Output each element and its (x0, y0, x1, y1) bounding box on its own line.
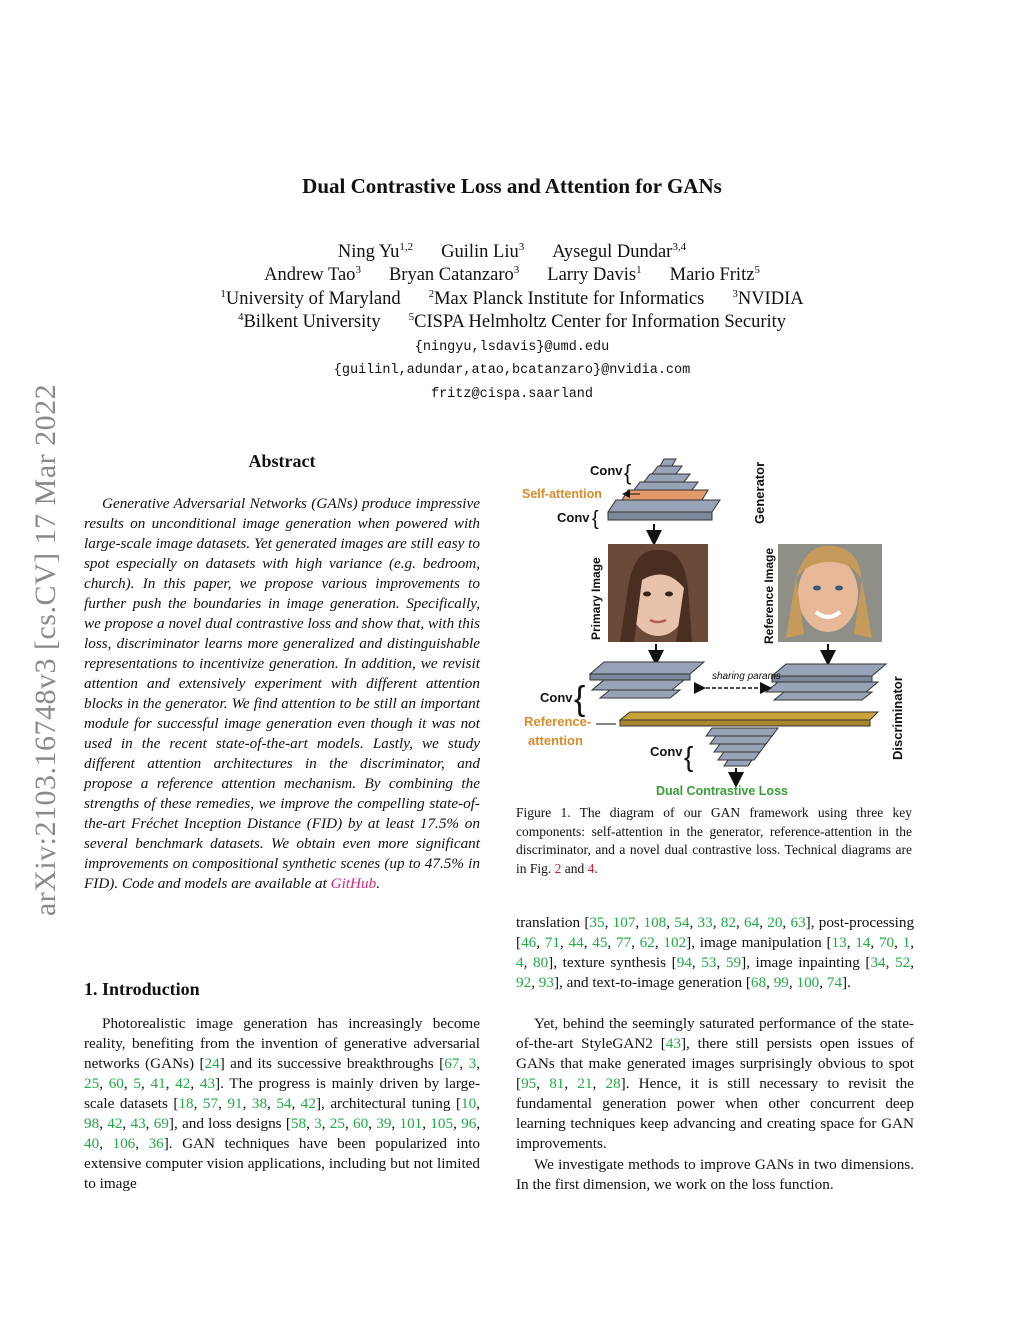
superscript: 2 (428, 288, 435, 300)
citation-link[interactable]: 2 (554, 860, 562, 876)
self-attention-label: Self-attention (522, 487, 602, 501)
left-discriminator-stack (590, 662, 704, 698)
author-name: Guilin Liu (441, 242, 519, 262)
author (389, 265, 519, 285)
citation-link[interactable]: 54 (674, 914, 690, 931)
text-run: , (218, 1095, 228, 1112)
citation-link[interactable]: 91 (227, 1095, 243, 1112)
text-run: , (523, 954, 533, 971)
text-run: , (190, 1075, 200, 1092)
citation-link[interactable]: 25 (329, 1115, 345, 1132)
text-run: , (759, 914, 768, 931)
text-run: ], post-processing [ (516, 914, 915, 951)
text-run: , (870, 934, 879, 951)
text-run: , (242, 1095, 252, 1112)
text-run: , (635, 914, 644, 931)
reference-image (778, 544, 882, 642)
citation-link[interactable]: 80 (532, 954, 549, 971)
citation-link[interactable]: 5 (133, 1075, 141, 1092)
citation-link[interactable]: 74 (826, 974, 843, 991)
citation-link[interactable]: 93 (538, 974, 554, 991)
gen-layer (622, 490, 708, 500)
text-run: ], and loss designs [ (168, 1115, 291, 1132)
text-run: , (99, 1115, 108, 1132)
author (552, 242, 686, 262)
text-run: , (267, 1095, 277, 1112)
citation-link[interactable]: 67 (444, 1055, 460, 1072)
text-run: translation [ (516, 914, 590, 931)
text-run: ], image manipulation [ (686, 934, 832, 951)
citation-link[interactable]: 54 (276, 1095, 292, 1112)
text-run: Yet, behind the seemingly saturated performance of the state-of-the-art StyleGAN2 [ (516, 1015, 914, 1052)
text-run: , (476, 1055, 480, 1072)
affiliation-name: CISPA Helmholtz Center for Information Security (414, 312, 787, 332)
gen-conv-bottom-label: Conv (557, 510, 590, 525)
citation-link[interactable]: 42 (107, 1115, 123, 1132)
text-run: ], and text-to-image generation [ (553, 974, 751, 991)
citation-link[interactable]: 35 (589, 914, 605, 931)
right-discriminator-stack (766, 664, 886, 700)
email-3: fritz@cispa.saarland (430, 387, 594, 402)
author (264, 265, 361, 285)
text-run: . (594, 860, 598, 876)
author (547, 265, 641, 285)
text-run: ] and its successive breakthroughs [ (219, 1055, 445, 1072)
affiliation (220, 289, 400, 309)
citation-link[interactable]: 43 (199, 1075, 216, 1092)
text-run: , (368, 1115, 377, 1132)
reference-attention-bar (620, 712, 878, 726)
citation-link[interactable]: 24 (204, 1055, 220, 1072)
discriminator-label: Discriminator (890, 676, 905, 760)
superscript: 1,2 (399, 241, 414, 253)
superscript: 3,4 (672, 241, 687, 253)
text-run: , (910, 934, 915, 951)
text-run: , (291, 1095, 301, 1112)
affiliation-name: NVIDIA (737, 289, 804, 309)
reference-attention-label-2: attention (528, 733, 583, 748)
citation-link[interactable]: 108 (643, 914, 667, 931)
superscript: 3 (518, 241, 525, 253)
text-run: , (666, 914, 675, 931)
reference-image-label: Reference Image (762, 547, 776, 644)
gen-layer (652, 466, 682, 474)
text-run: , (766, 974, 774, 991)
gen-layer (634, 482, 698, 490)
citation-link[interactable]: 69 (153, 1115, 169, 1132)
citation-link[interactable]: 13 (831, 934, 847, 951)
gen-brace-bottom: { (592, 508, 599, 530)
citation-link[interactable]: 92 (516, 974, 532, 991)
affiliation (238, 312, 381, 332)
text-run: , (910, 954, 915, 971)
citation-link[interactable]: 43 (665, 1035, 681, 1052)
text-run: , (559, 934, 569, 951)
citation-link[interactable]: 101 (399, 1115, 423, 1132)
text-run: , (654, 934, 664, 951)
text-run: , (145, 1115, 154, 1132)
text-run: ]. (842, 974, 851, 991)
shared-brace: { (684, 741, 694, 772)
citation-link[interactable]: 68 (750, 974, 767, 991)
citation-link[interactable]: 4 (516, 954, 524, 971)
affiliation-name: Bilkent University (243, 312, 381, 332)
affiliation-name: University of Maryland (225, 289, 401, 309)
citation-link[interactable]: 28 (605, 1075, 621, 1092)
text-run: , (459, 1055, 469, 1072)
citation-link[interactable]: 20 (767, 914, 783, 931)
text-run: ], texture synthesis [ (548, 954, 677, 971)
sharing-params-label: sharing params (712, 671, 781, 682)
citation-link[interactable]: 62 (639, 934, 655, 951)
text-run: , (476, 1095, 481, 1112)
citation-link[interactable]: 99 (773, 974, 789, 991)
citation-link[interactable]: 77 (615, 934, 632, 951)
citation-link[interactable]: 96 (461, 1115, 477, 1132)
text-run: ]. GAN techniques have been popularized into extensive computer vision applications, including but not limited to image (84, 1135, 481, 1192)
gen-conv-top-label: Conv (590, 463, 623, 478)
text-run: , (135, 1135, 149, 1152)
citation-link[interactable]: 14 (855, 934, 871, 951)
citation-link[interactable]: 1 (902, 934, 911, 951)
text-run: ], image inpainting [ (741, 954, 871, 971)
citation-link[interactable]: 98 (84, 1115, 100, 1132)
superscript: 3 (513, 264, 520, 276)
text-run: , (782, 914, 791, 931)
text-run: ]. Hence, it is still necessary to revisit the fundamental generation power when other concurrent deep learning techniques keep advancing and creating space for GAN improvements. (516, 1075, 915, 1152)
citation-link[interactable]: 100 (796, 974, 820, 991)
citation-link[interactable]: 59 (725, 954, 742, 971)
text-run: , (536, 934, 545, 951)
citation-link[interactable]: 63 (790, 914, 806, 931)
shared-conv-label: Conv (650, 744, 683, 759)
affiliation (429, 289, 705, 309)
text-run: , (391, 1115, 400, 1132)
author (670, 265, 760, 285)
superscript: 1 (220, 288, 226, 300)
gen-layer (660, 459, 676, 466)
affiliation (409, 312, 786, 332)
superscript: 3 (732, 288, 738, 300)
citation-link[interactable]: 53 (701, 954, 717, 971)
citation-link[interactable]: 94 (676, 954, 692, 971)
arxiv-id: arXiv:2103.16748v3 [cs.CV] 17 Mar 2022 (29, 383, 62, 917)
text-run: , (604, 914, 613, 931)
author-name: Andrew Tao (264, 265, 356, 285)
email-2: {guilinl,adundar,atao,bcatanzaro}@nvidia.com (333, 363, 691, 378)
primary-image (608, 544, 708, 642)
citation-link[interactable]: 40 (84, 1135, 100, 1152)
citation-link[interactable]: 45 (592, 934, 608, 951)
affiliations-row-2 (0, 311, 1024, 333)
dual-contrastive-loss-label: Dual Contrastive Loss (656, 784, 788, 798)
citation-link[interactable]: 4 (587, 860, 595, 876)
text-run: , (564, 1075, 578, 1092)
affiliation-name: Max Planck Institute for Informatics (434, 289, 705, 309)
text-run: , (122, 1115, 131, 1132)
text-run: , (691, 954, 702, 971)
disc-conv-label: Conv (540, 690, 573, 705)
citation-link[interactable]: 3 (468, 1055, 477, 1072)
primary-image-label: Primary Image (589, 557, 603, 640)
citation-link[interactable]: 18 (178, 1095, 194, 1112)
citation-link[interactable]: 107 (612, 914, 636, 931)
text-run: , (306, 1115, 315, 1132)
affiliations-row-1 (0, 288, 1024, 310)
citation-link[interactable]: 64 (744, 914, 760, 931)
text-run: , (712, 914, 721, 931)
citation-link[interactable]: 102 (663, 934, 687, 951)
text-run: , (476, 1115, 481, 1132)
right-paragraph-1 (516, 913, 914, 993)
author-name: Bryan Catanzaro (388, 265, 514, 285)
text-run: , (735, 914, 744, 931)
superscript: 5 (754, 264, 760, 276)
abstract-text: Generative Adversarial Networks (GANs) produce impressive results on unconditional image generation when powered with large-scale image datasets. Yet generated images are still easy to spot especially on datasets with high variance (e.g. bedroom, church). In this paper, we propose various improvements to further push the boundaries in image generation. Specifically, we propose a novel dual contrastive loss and show that, with this loss, discriminator learns more generalized and distinguishable representations to incentivize generation. In addition, we revisit attention and extensively experiment with different attention blocks in the generator. We find attention to be still an important module for successful image generation even though it was not used in the recent state-of-the-art models. Lastly, we study different attention architectures in the discriminator, and propose a reference attention mechanism. By combining the strengths of these remedies, we improve the compelling state-of-the-art Fréchet Inception Distance (FID) by at least 17.5% on several benchmark datasets. We obtain even more significant improvements on compositional synthetic scenes (up to 47.5% in FID). Code and models are available at (84, 495, 480, 892)
text-run: , (885, 954, 896, 971)
citation-link[interactable]: 44 (568, 934, 584, 951)
text-run: , (716, 954, 726, 971)
citation-link[interactable]: 36 (148, 1135, 164, 1152)
intro-heading: 1. Introduction (84, 979, 200, 999)
author-name: Mario Fritz (669, 265, 755, 285)
github-link[interactable]: GitHub (330, 875, 377, 892)
text-run: , (344, 1115, 353, 1132)
citation-link[interactable]: 71 (544, 934, 560, 951)
citation-link[interactable]: 106 (112, 1135, 136, 1152)
text-run: , (583, 934, 593, 951)
text-run: , (531, 974, 539, 991)
shared-conv-stack (706, 728, 778, 766)
text-run: ]. The progress is mainly driven by large-scale datasets [ (84, 1075, 481, 1112)
right-paragraph-2 (516, 1014, 914, 1154)
citation-link[interactable]: 10 (461, 1095, 477, 1112)
superscript: 3 (355, 264, 361, 276)
citation-link[interactable]: 42 (175, 1075, 191, 1092)
affiliation (732, 289, 803, 309)
citation-link[interactable]: 3 (314, 1115, 322, 1132)
email-1: {ningyu,lsdavis}@umd.edu (414, 340, 610, 355)
text-run: , (788, 974, 797, 991)
citation-link[interactable]: 60 (353, 1115, 369, 1132)
gen-layer (608, 500, 720, 512)
citation-link[interactable]: 25 (84, 1075, 100, 1092)
citation-link[interactable]: 81 (549, 1075, 565, 1092)
text-run: , (689, 914, 698, 931)
text-run: , (422, 1115, 431, 1132)
disc-brace: { (574, 680, 586, 718)
text-run: , (193, 1095, 203, 1112)
intro-paragraph-1 (84, 1014, 480, 1194)
authors-row-1 (0, 241, 1024, 263)
citation-link[interactable]: 70 (878, 934, 895, 951)
citation-link[interactable]: 41 (150, 1075, 166, 1092)
citation-link[interactable]: 43 (130, 1115, 146, 1132)
author-name: Aysegul Dundar (552, 242, 673, 262)
citation-link[interactable]: 34 (870, 954, 886, 971)
citation-link[interactable]: 52 (895, 954, 911, 971)
text-run: ], there still persists open issues of GANs that make generated images surprisingly obvious to spot [ (516, 1035, 914, 1092)
citation-link[interactable]: 39 (376, 1115, 392, 1132)
arxiv-sidebar (16, 350, 76, 950)
superscript: 5 (408, 311, 415, 323)
text-run: , (165, 1075, 176, 1092)
paper-title: Dual Contrastive Loss and Attention for GANs (302, 174, 722, 198)
text-run: , (99, 1075, 109, 1092)
authors-row-2 (0, 264, 1024, 286)
citation-link[interactable]: 38 (251, 1095, 268, 1112)
abstract-heading: Abstract (248, 451, 316, 471)
author-name: Ning Yu (337, 242, 400, 262)
gen-brace-top: { (624, 460, 632, 485)
citation-link[interactable]: 82 (720, 914, 736, 931)
text-run: , (607, 934, 616, 951)
gen-layer (644, 474, 690, 482)
text-run: , (894, 934, 903, 951)
text-run: , (140, 1075, 151, 1092)
citation-link[interactable]: 57 (202, 1095, 219, 1112)
text-run: , (123, 1075, 134, 1092)
citation-link[interactable]: 21 (577, 1075, 593, 1092)
citation-link[interactable]: 58 (290, 1115, 307, 1132)
text-run: Figure 1. The diagram of our GAN framework using three key components: self-attention in the generator, reference-attention in the discriminator, and a novel dual contrastive loss. Technical diagrams are in Fig. (516, 805, 912, 876)
citation-link[interactable]: 46 (521, 934, 537, 951)
author-name: Larry Davis (547, 265, 637, 285)
text-run: , (631, 934, 640, 951)
gen-layer-side (608, 512, 712, 520)
citation-link[interactable]: 60 (108, 1075, 124, 1092)
text-run: , (819, 974, 827, 991)
text-run: and (561, 860, 588, 876)
citation-link[interactable]: 42 (300, 1095, 316, 1112)
author (441, 242, 524, 262)
abstract-end: . (376, 875, 380, 892)
text-run: , (321, 1115, 330, 1132)
citation-link[interactable]: 33 (697, 914, 713, 931)
right-paragraph-3: We investigate methods to improve GANs in two dimensions. In the first dimension, we work on the loss function. (516, 1156, 914, 1193)
text-run: , (536, 1075, 550, 1092)
superscript: 1 (636, 264, 642, 276)
text-run: , (592, 1075, 606, 1092)
figure-1-caption (516, 804, 912, 878)
abstract-body (84, 494, 480, 894)
citation-link[interactable]: 95 (521, 1075, 537, 1092)
reference-attention-label-1: Reference- (524, 714, 592, 729)
text-run: , (846, 934, 856, 951)
citation-link[interactable]: 105 (430, 1115, 454, 1132)
text-run: , (99, 1135, 113, 1152)
figure-1-diagram (516, 448, 916, 800)
text-run: Photorealistic image generation has increasingly become reality, benefiting from the invention of generative adversarial networks (GANs) [ (84, 1015, 480, 1072)
generator-label: Generator (752, 461, 767, 524)
superscript: 4 (237, 311, 244, 323)
text-run: , (453, 1115, 462, 1132)
text-run: ], architectural tuning [ (315, 1095, 462, 1112)
author (338, 242, 413, 262)
